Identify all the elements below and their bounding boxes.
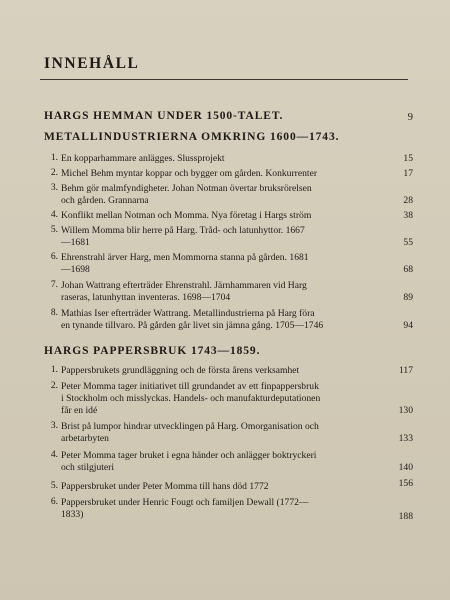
- page-heading: INNEHÅLL: [44, 55, 140, 72]
- entry-text: Behm gör malmfyndigheter. Johan Notman övertar bruksrörelsen och gården. Grannarna: [61, 183, 312, 206]
- entry-text: Konflikt mellan Notman och Momma. Nya företag i Hargs ström: [61, 210, 312, 221]
- entry-number: 6.: [50, 252, 58, 262]
- entry-page-number: 55: [403, 237, 413, 248]
- entry-page-number: 38: [403, 210, 413, 221]
- entry-page-number: 89: [403, 292, 413, 303]
- entry-number: 5.: [50, 481, 58, 491]
- entry-page-number: 188: [398, 511, 413, 522]
- section-title: METALLINDUSTRIERNA OMKRING 1600—1743.: [44, 131, 340, 143]
- entry-page-number: 17: [403, 168, 413, 179]
- entry-page-number: 117: [398, 365, 413, 376]
- section-page-number: 9: [407, 112, 413, 123]
- entry-page-number: 94: [403, 320, 413, 331]
- entry-number: 4.: [50, 210, 58, 220]
- section-title: HARGS HEMMAN UNDER 1500-TALET.: [44, 110, 284, 122]
- entry-page-number: 28: [403, 195, 413, 206]
- entry-text: Pappersbruket under Henric Fougt och familjen Dewall (1772— 1833): [61, 497, 309, 520]
- entry-number: 2.: [50, 168, 58, 178]
- entry-number: 5.: [50, 225, 58, 235]
- entry-number: 7.: [50, 280, 58, 290]
- entry-text: Michel Behm myntar koppar och bygger om gården. Konkurrenter: [61, 168, 318, 179]
- entry-text: Pappersbruket under Peter Momma till hans död 1772: [61, 481, 269, 492]
- entry-number: 3.: [50, 421, 58, 431]
- entry-number: 4.: [50, 450, 58, 460]
- entry-text: Ehrenstrahl ärver Harg, men Mommorna stanna på gården. 1681 —1698: [61, 252, 309, 275]
- entry-text: Mathias Iser efterträder Wattrang. Metallindustrierna på Harg föra en tynande tillvaro. På gården går livet sin jämna gång. 1705—1746: [61, 308, 324, 331]
- entry-page-number: 15: [403, 153, 413, 164]
- entry-text: Pappersbrukets grundläggning och de första årens verksamhet: [61, 365, 300, 376]
- entry-text: Johan Wattrang efterträder Ehrenstrahl. Järnhammaren vid Harg raseras, latunhyttan inventeras. 1698—1704: [61, 280, 307, 303]
- entry-number: 6.: [50, 497, 58, 507]
- entry-number: 3.: [50, 183, 58, 193]
- entry-text: Willem Momma blir herre på Harg. Tråd- och latunhyttor. 1667 —1681: [61, 225, 305, 248]
- entry-page-number: 133: [398, 433, 413, 444]
- entry-page-number: 140: [398, 462, 413, 473]
- entry-number: 1.: [50, 365, 58, 375]
- entry-text: Brist på lumpor hindrar utvecklingen på Harg. Omorganisation och arbetarbyten: [61, 421, 319, 444]
- section-title: HARGS PAPPERSBRUK 1743—1859.: [44, 345, 261, 357]
- entry-number: 1.: [50, 153, 58, 163]
- entry-number: 8.: [50, 308, 58, 318]
- entry-number: 2.: [50, 381, 58, 391]
- entry-text: En kopparhammare anlägges. Slussprojekt: [61, 153, 225, 164]
- entry-text: Peter Momma tager bruket i egna händer och anlägger boktryckeri och stilgjuteri: [61, 450, 317, 473]
- entry-text: Peter Momma tager initiativet till grundandet av ett finpappersbruk i Stockholm och misslyckas. Handels- och manufakturdeputationen får en idé: [61, 381, 321, 416]
- entry-page-number: 130: [398, 405, 413, 416]
- entry-page-number: 68: [403, 264, 413, 275]
- entry-page-number: 156: [398, 478, 413, 489]
